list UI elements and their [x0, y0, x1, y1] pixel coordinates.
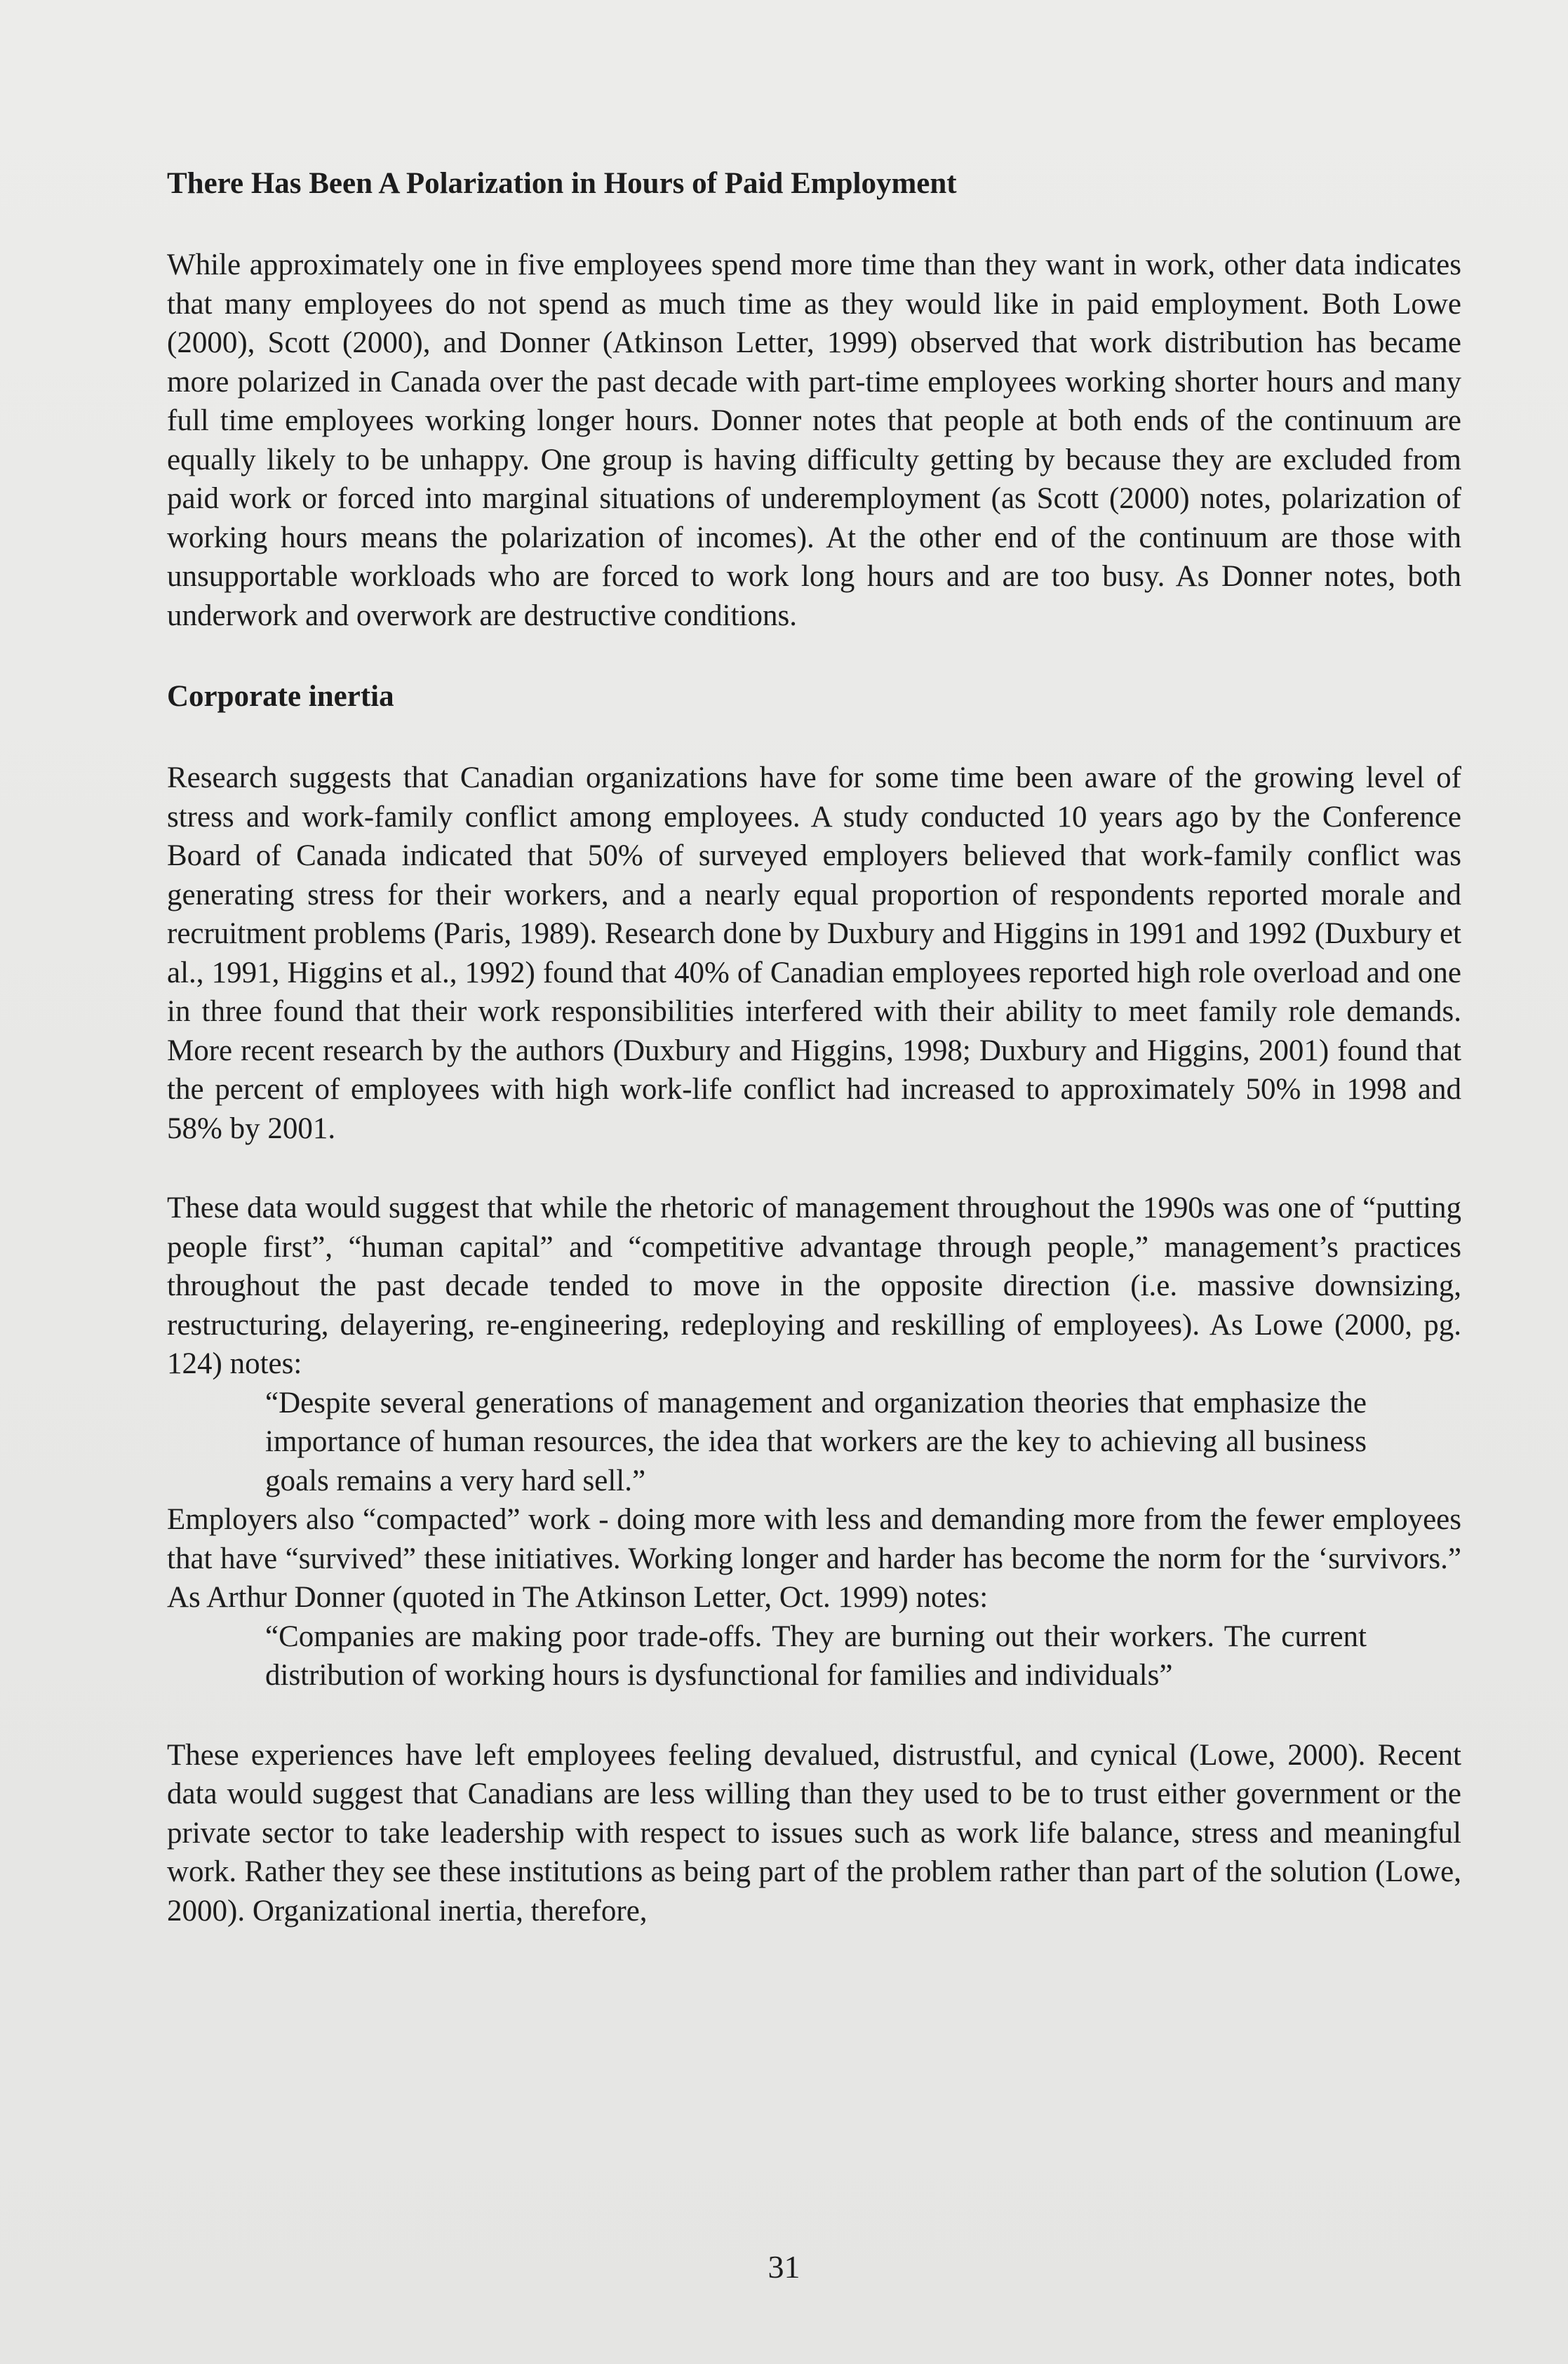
- paragraph-compacted-work: Employers also “compacted” work - doing more with less and demanding more from the fewer employees that have “survived” these initiatives. Working longer and harder has become the norm for the ‘survivors.” As Arthur Donner (quoted in The Atkinson Letter, Oct. 1999) notes:: [167, 1503, 1461, 1614]
- section-heading-corporate-inertia: Corporate inertia: [167, 680, 394, 713]
- block-quote-lowe: “Despite several generations of management and organization theories that emphasize the importance of human resources, the idea that workers are the key to achieving all business goals remains a very hard sell.”: [265, 1386, 1367, 1497]
- block-quote-donner: “Companies are making poor trade-offs. They are burning out their workers. The current distribution of working hours is dysfunctional for families and individuals”: [265, 1620, 1367, 1692]
- paragraph-polarization: While approximately one in five employees spend more time than they want in work, other data indicates that many employees do not spend as much time as they would like in paid employment. Both Lowe (2000), Scott (2000), and Donner (Atkinson Letter, 1999) observed that work distribution has became more polarized in Canada over the past decade with part-time employees working shorter hours and many full time employees working longer hours. Donner notes that people at both ends of the continuum are equally likely to be unhappy. One group is having difficulty getting by because they are excluded from paid work or forced into marginal situations of underemployment (as Scott (2000) notes, polarization of working hours means the polarization of incomes). At the other end of the continuum are those with unsupportable workloads who are forced to work long hours and are too busy. As Donner notes, both underwork and overwork are destructive conditions.: [167, 248, 1461, 632]
- paragraph-research-stress: Research suggests that Canadian organizations have for some time been aware of the growing level of stress and work-family conflict among employees. A study conducted 10 years ago by the Conference Board of Canada indicated that 50% of surveyed employers believed that work-family conflict was generating stress for their workers, and a nearly equal proportion of respondents reported morale and recruitment problems (Paris, 1989). Research done by Duxbury and Higgins in 1991 and 1992 (Duxbury et al., 1991, Higgins et al., 1992) found that 40% of Canadian employees reported high role overload and one in three found that their work responsibilities interfered with their ability to meet family role demands. More recent research by the authors (Duxbury and Higgins, 1998; Duxbury and Higgins, 2001) found that the percent of employees with high work-life conflict had increased to approximately 50% in 1998 and 58% by 2001.: [167, 761, 1461, 1145]
- page-content: [167, 163, 1461, 1930]
- paragraph-employee-experiences: These experiences have left employees feeling devalued, distrustful, and cynical (Lowe, 2000). Recent data would suggest that Canadians are less willing than they used to be to trust either government or the private sector to take leadership with respect to issues such as work life balance, stress and meaningful work. Rather they see these institutions as being part of the problem rather than part of the solution (Lowe, 2000). Organizational inertia, therefore,: [167, 1738, 1461, 1928]
- page-number: 31: [768, 2249, 800, 2285]
- section-heading-polarization: There Has Been A Polarization in Hours of Paid Employment: [167, 167, 957, 200]
- paragraph-management-rhetoric: These data would suggest that while the rhetoric of management throughout the 1990s was one of “putting people first”, “human capital” and “competitive advantage through people,” management’s practices throughout the past decade tended to move in the opposite direction (i.e. massive downsizing, restructuring, delayering, re-engineering, redeploying and reskilling of employees). As Lowe (2000, pg. 124) notes:: [167, 1191, 1461, 1380]
